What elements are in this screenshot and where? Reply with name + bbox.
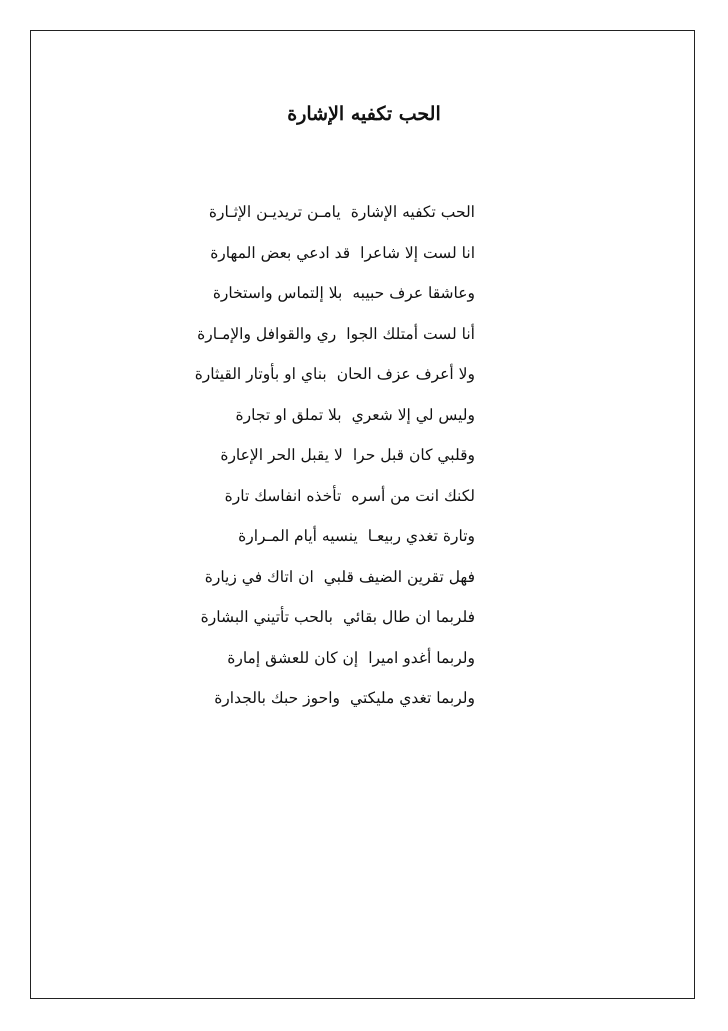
- verse-4: [150, 314, 490, 355]
- verse-first-half: وقلبي كان قبل حرا: [352, 446, 475, 465]
- verse-first-half: الحب تكفيه الإشارة: [350, 203, 475, 222]
- verse-first-half: ولا أعرف عزف الحان: [336, 365, 475, 384]
- verse-second-half: إن كان للعشق إمارة: [227, 648, 359, 667]
- verse-6: [150, 395, 490, 436]
- verse-first-half: أنا لست أمتلك الجوا: [346, 324, 475, 343]
- verse-second-half: قد ادعي بعض المهارة: [210, 243, 351, 262]
- verse-second-half: تأخذه انفاسك تارة: [224, 486, 342, 505]
- verse-first-half: انا لست إلا شاعرا: [360, 243, 475, 262]
- verse-7: [150, 435, 490, 476]
- verse-second-half: بلا إلتماس واستخارة: [212, 284, 343, 303]
- verse-2: [150, 233, 490, 274]
- verse-first-half: لكنك انت من أسره: [351, 486, 475, 505]
- verse-3: [150, 273, 490, 314]
- verse-first-half: وليس لي إلا شعري: [351, 405, 475, 424]
- verse-second-half: يامـن تريديـن الإثـارة: [208, 203, 341, 222]
- verse-8: [150, 476, 490, 517]
- verse-second-half: بناي او بأوتار القيثارة: [194, 365, 327, 384]
- verse-second-half: واحوز حبك بالجدارة: [214, 689, 341, 708]
- verse-first-half: ولربما أغدو اميرا: [368, 648, 475, 667]
- verse-first-half: وعاشقا عرف حبيبه: [352, 284, 475, 303]
- verse-second-half: ري والقوافل والإمـارة: [197, 324, 337, 343]
- verse-1: [150, 192, 490, 233]
- verse-5: [150, 354, 490, 395]
- verse-first-half: ولربما تغدي مليكتي: [350, 689, 475, 708]
- poem: [150, 192, 490, 719]
- verse-first-half: فلربما ان طال بقائي: [343, 608, 475, 627]
- verse-second-half: لا يقبل الحر الإعارة: [220, 446, 343, 465]
- verse-second-half: بلا تملق او تجارة: [235, 405, 342, 424]
- verse-first-half: فهل تقرين الضيف قلبي: [323, 567, 475, 586]
- verse-second-half: ينسيه أيام المـرارة: [238, 527, 358, 546]
- verse-9: [150, 516, 490, 557]
- verse-12: [150, 638, 490, 679]
- verse-13: [150, 678, 490, 719]
- verse-first-half: وتارة تغدي ربيعـا: [367, 527, 475, 546]
- verse-second-half: ان اتاك في زيارة: [204, 567, 314, 586]
- verse-10: [150, 557, 490, 598]
- page-title: الحب تكفيه الإشارة: [287, 102, 441, 125]
- verse-second-half: بالحب تأتيني البشارة: [200, 608, 333, 627]
- verse-11: [150, 597, 490, 638]
